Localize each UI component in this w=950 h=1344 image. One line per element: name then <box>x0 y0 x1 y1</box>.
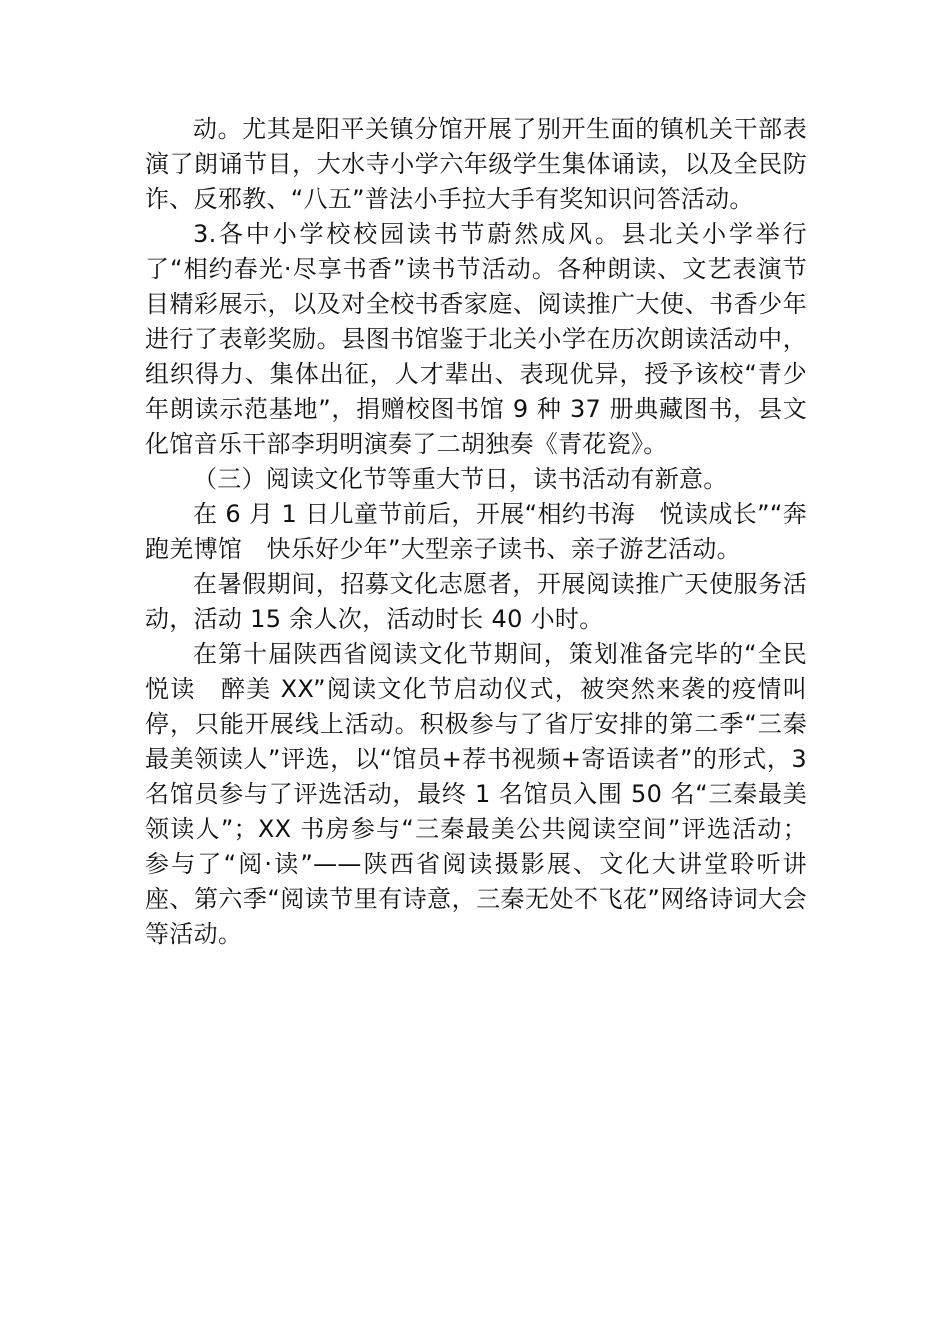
paragraph-shaanxi-reading-festival: 在第十届陕西省阅读文化节期间，策划准备完毕的“全民悦读 醉美 XX”阅读文化节启动仪式，被突然来袭的疫情叫停，只能开展线上活动。积极参与了省厅安排的第二季“三秦最美领读人”评选，以“馆员+荐书视频+寄语读者”的形式，3 名馆员参与了评选活动，最终 1 名馆员入围 50 名“三秦最美领读人”；XX 书房参与“三秦最美公共阅读空间”评选活动；参与了“阅·读”——陕西省阅读摄影展、文化大讲堂聆听讲座、第六季“阅读节里有诗意，三秦无处不飞花”网络诗词大会等活动。 <box>145 640 807 948</box>
paragraph-school-reading-festival: 3.各中小学校校园读书节蔚然成风。县北关小学举行了“相约春光·尽享书香”读书节活动。各种朗读、文艺表演节目精彩展示，以及对全校书香家庭、阅读推广大使、书香少年进行了表彰奖励。县图书馆鉴于北关小学在历次朗读活动中，组织得力、集体出征，人才辈出、表现优异，授予该校“青少年朗读示范基地”，捐赠校图书馆 9 种 37 册典藏图书，县文化馆音乐干部李玥明演奏了二胡独奏《青花瓷》。 <box>145 220 807 458</box>
paragraph-summer-volunteers: 在暑假期间，招募文化志愿者，开展阅读推广天使服务活动，活动 15 余人次，活动时长 40 小时。 <box>145 570 807 633</box>
paragraph-childrens-day: 在 6 月 1 日儿童节前后，开展“相约书海 悦读成长”“奔跑羌博馆 快乐好少年”大型亲子读书、亲子游艺活动。 <box>145 500 807 563</box>
section-heading-reading-culture-festival: （三）阅读文化节等重大节日，读书活动有新意。 <box>193 465 728 493</box>
document-body <box>145 112 807 952</box>
paragraph-continuation: 动。尤其是阳平关镇分馆开展了别开生面的镇机关干部表演了朗诵节目，大水寺小学六年级学生集体诵读，以及全民防诈、反邪教、“八五”普法小手拉大手有奖知识问答活动。 <box>145 115 807 213</box>
